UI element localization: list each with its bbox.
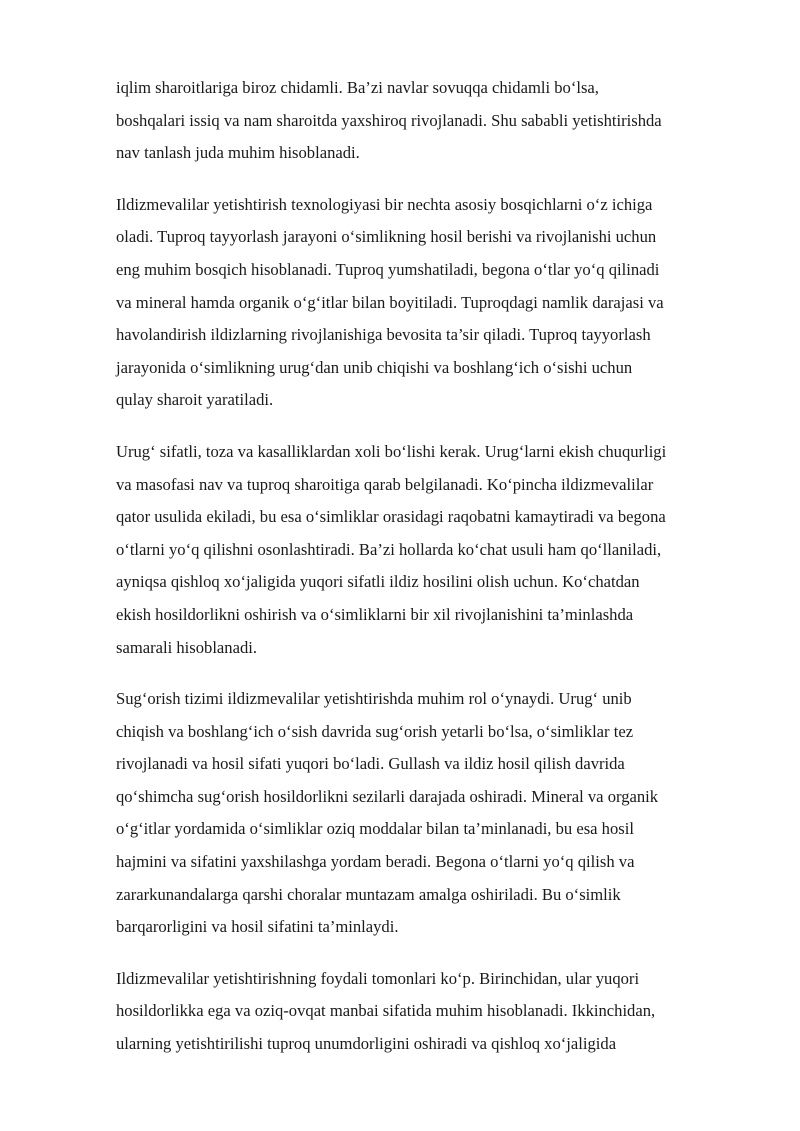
paragraph-1 [116, 72, 742, 170]
text-line: Sug‘orish tizimi ildizmevalilar yetishtirishda muhim rol o‘ynaydi. Urug‘ unib [116, 689, 632, 709]
text-line: qo‘shimcha sug‘orish hosildorlikni sezilarli darajada oshiradi. Mineral va organik [116, 786, 659, 806]
paragraph-5 [116, 963, 742, 1061]
text-line: nav tanlash juda muhim hisoblanadi. [116, 143, 360, 163]
text-line: qulay sharoit yaratiladi. [116, 390, 274, 410]
text-line: rivojlanadi va hosil sifati yuqori bo‘ladi. Gullash va ildiz hosil qilish davrida [116, 754, 625, 774]
text-line: jarayonida o‘simlikning urug‘dan unib chiqishi va boshlang‘ich o‘sishi uchun [116, 357, 633, 377]
text-line: o‘g‘itlar yordamida o‘simliklar oziq moddalar bilan ta’minlanadi, bu esa hosil [116, 819, 634, 839]
text-line: o‘tlarni yo‘q qilishni osonlashtiradi. Ba’zi hollarda ko‘chat usuli ham qo‘llaniladi, [116, 539, 662, 559]
text-line: ayniqsa qishloq xo‘jaligida yuqori sifatli ildiz hosilini olish uchun. Ko‘chatdan [116, 572, 640, 592]
text-line: oladi. Tuproq tayyorlash jarayoni o‘simlikning hosil berishi va rivojlanishi uchun [116, 227, 657, 247]
text-line: va masofasi nav va tuproq sharoitiga qarab belgilanadi. Ko‘pincha ildizmevalilar [116, 474, 654, 494]
paragraph-3 [116, 436, 742, 664]
text-line: hajmini va sifatini yaxshilashga yordam beradi. Begona o‘tlarni yo‘q qilish va [116, 852, 635, 872]
text-line: samarali hisoblanadi. [116, 637, 258, 657]
text-line: Urug‘ sifatli, toza va kasalliklardan xoli bo‘lishi kerak. Urug‘larni ekish chuqurligi [116, 441, 667, 461]
text-line: ekish hosildorlikni oshirish va o‘simliklarni bir xil rivojlanishini ta’minlashda [116, 604, 634, 624]
text-line: qator usulida ekiladi, bu esa o‘simliklar orasidagi raqobatni kamaytiradi va begona [116, 507, 666, 527]
text-line: boshqalari issiq va nam sharoitda yaxshiroq rivojlanadi. Shu sababli yetishtirishda [116, 110, 662, 130]
paragraph-4 [116, 683, 742, 944]
text-line: Ildizmevalilar yetishtirishning foydali tomonlari ko‘p. Birinchidan, ular yuqori [116, 968, 640, 988]
text-line: ularning yetishtirilishi tuproq unumdorligini oshiradi va qishloq xo‘jaligida [116, 1034, 617, 1054]
text-line: barqarorligini va hosil sifatini ta’minlaydi. [116, 917, 399, 937]
text-line: va mineral hamda organik o‘g‘itlar bilan boyitiladi. Tuproqdagi namlik darajasi va [116, 292, 664, 312]
text-line: Ildizmevalilar yetishtirish texnologiyasi bir nechta asosiy bosqichlarni o‘z ichiga [116, 194, 653, 214]
text-line: havolandirish ildizlarning rivojlanishiga bevosita ta’sir qiladi. Tuproq tayyorlash [116, 325, 651, 345]
paragraph-2 [116, 189, 742, 417]
text-line: chiqish va boshlang‘ich o‘sish davrida sug‘orish yetarli bo‘lsa, o‘simliklar tez [116, 721, 634, 741]
document-body [116, 72, 742, 1080]
text-line: hosildorlikka ega va oziq-ovqat manbai sifatida muhim hisoblanadi. Ikkinchidan, [116, 1001, 656, 1021]
text-line: zararkunandalarga qarshi choralar muntazam amalga oshiriladi. Bu o‘simlik [116, 884, 621, 904]
text-line: iqlim sharoitlariga biroz chidamli. Ba’zi navlar sovuqqa chidamli bo‘lsa, [116, 78, 599, 97]
text-line: eng muhim bosqich hisoblanadi. Tuproq yumshatiladi, begona o‘tlar yo‘q qilinadi [116, 259, 660, 279]
